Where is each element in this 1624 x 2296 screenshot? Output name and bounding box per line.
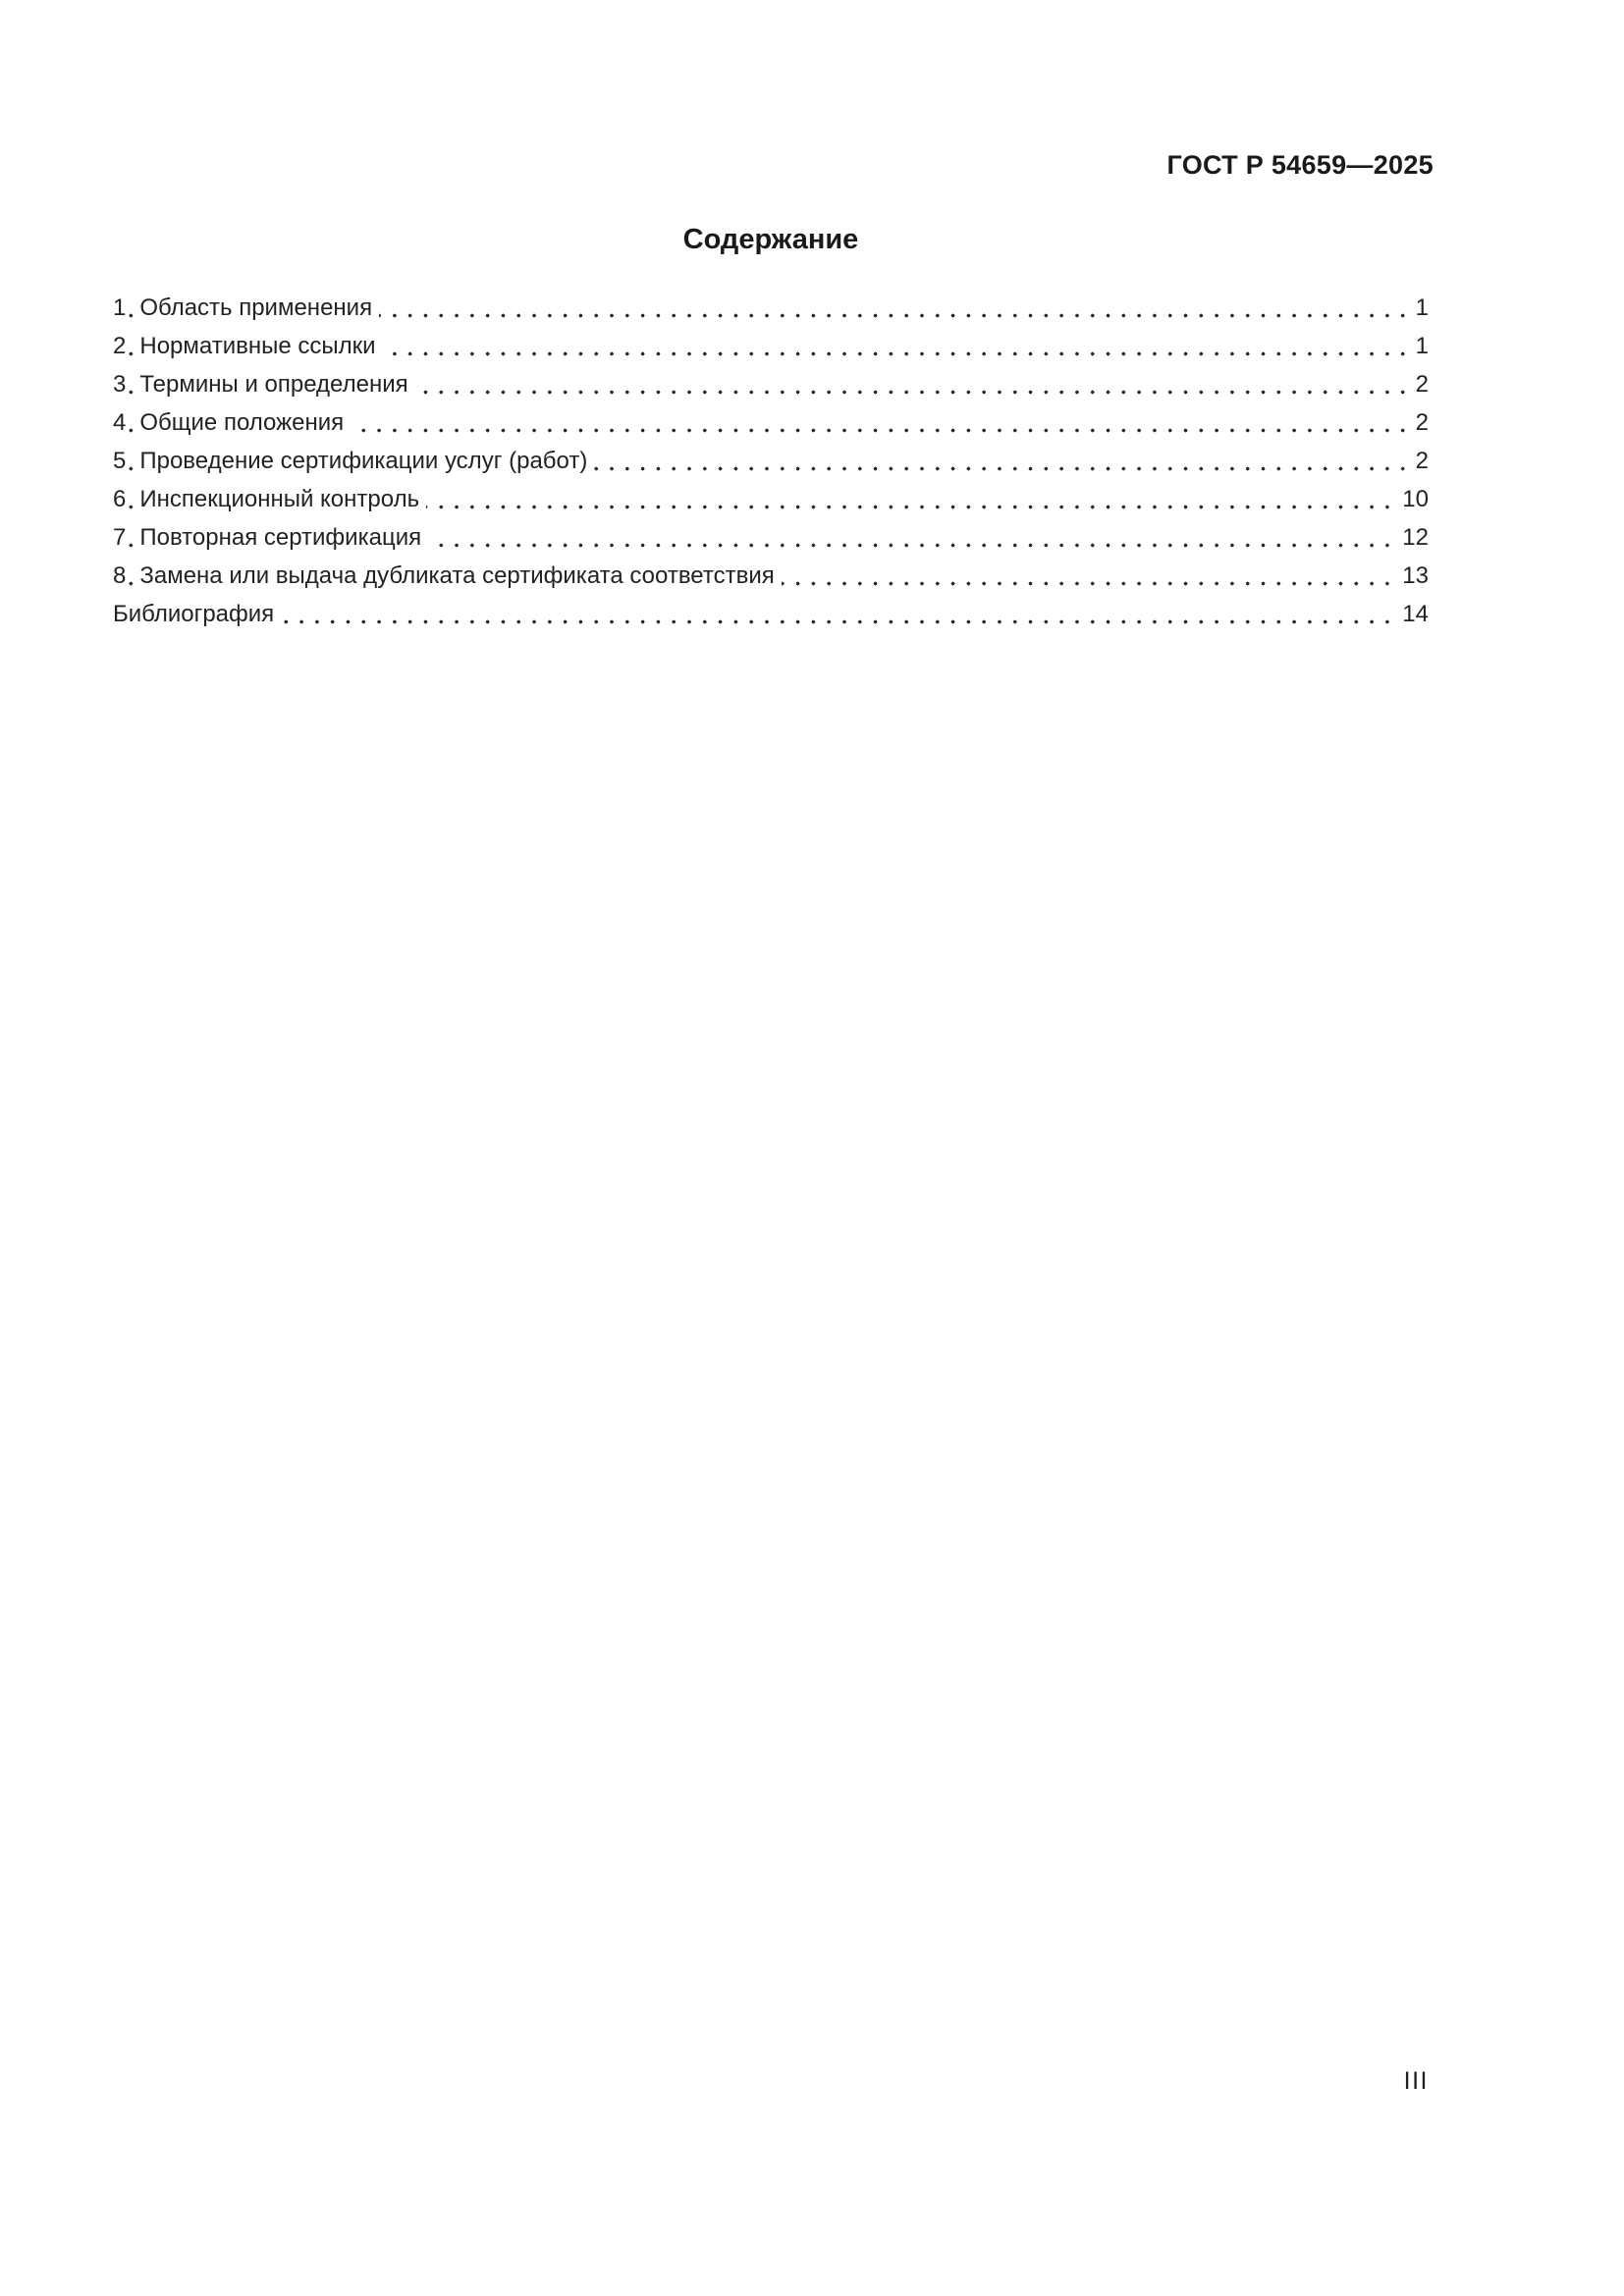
- toc-entry-page: 2: [1414, 365, 1429, 403]
- toc-entry: [113, 442, 1429, 480]
- toc-entry: [113, 289, 1429, 327]
- table-of-contents: [113, 289, 1429, 633]
- toc-entry-page: 2: [1414, 442, 1429, 480]
- toc-entry-number: 2: [113, 327, 126, 365]
- toc-entry-page: 1: [1414, 289, 1429, 327]
- toc-entry-page: 2: [1414, 403, 1429, 442]
- toc-entry-page: 14: [1400, 595, 1429, 633]
- toc-entry-label: Инспекционный контроль: [139, 480, 426, 518]
- toc-entry: [113, 403, 1429, 442]
- toc-entry-label: Проведение сертификации услуг (работ): [139, 442, 594, 480]
- toc-entry-label: Повторная сертификация: [139, 518, 428, 557]
- toc-entry-number: 7: [113, 518, 126, 557]
- toc-entry: [113, 595, 1429, 633]
- standard-designation: ГОСТ Р 54659—2025: [1166, 150, 1434, 180]
- toc-entry-number: 6: [113, 480, 126, 518]
- toc-entry-label: Библиография: [113, 595, 281, 633]
- toc-entry-page: 10: [1400, 480, 1429, 518]
- toc-entry-number: 5: [113, 442, 126, 480]
- toc-entry-label: Нормативные ссылки: [139, 327, 382, 365]
- toc-entry-label: Область применения: [139, 289, 379, 327]
- toc-entry: [113, 518, 1429, 557]
- toc-entry-label: Термины и определения: [139, 365, 414, 403]
- toc-entry: [113, 365, 1429, 403]
- toc-entry: [113, 480, 1429, 518]
- page-number-roman: III: [1403, 2067, 1429, 2095]
- toc-entry: [113, 557, 1429, 595]
- toc-entry-number: 4: [113, 403, 126, 442]
- toc-entry-page: 13: [1400, 557, 1429, 595]
- toc-entry-page: 1: [1414, 327, 1429, 365]
- toc-entry-label: Замена или выдача дубликата сертификата соответствия: [139, 557, 781, 595]
- toc-entry-number: 8: [113, 557, 126, 595]
- toc-entry-number: 1: [113, 289, 126, 327]
- page-title: Содержание: [682, 224, 859, 255]
- toc-entry-page: 12: [1400, 518, 1429, 557]
- toc-entry-number: 3: [113, 365, 126, 403]
- toc-entry-label: Общие положения: [139, 403, 351, 442]
- toc-entry: [113, 327, 1429, 365]
